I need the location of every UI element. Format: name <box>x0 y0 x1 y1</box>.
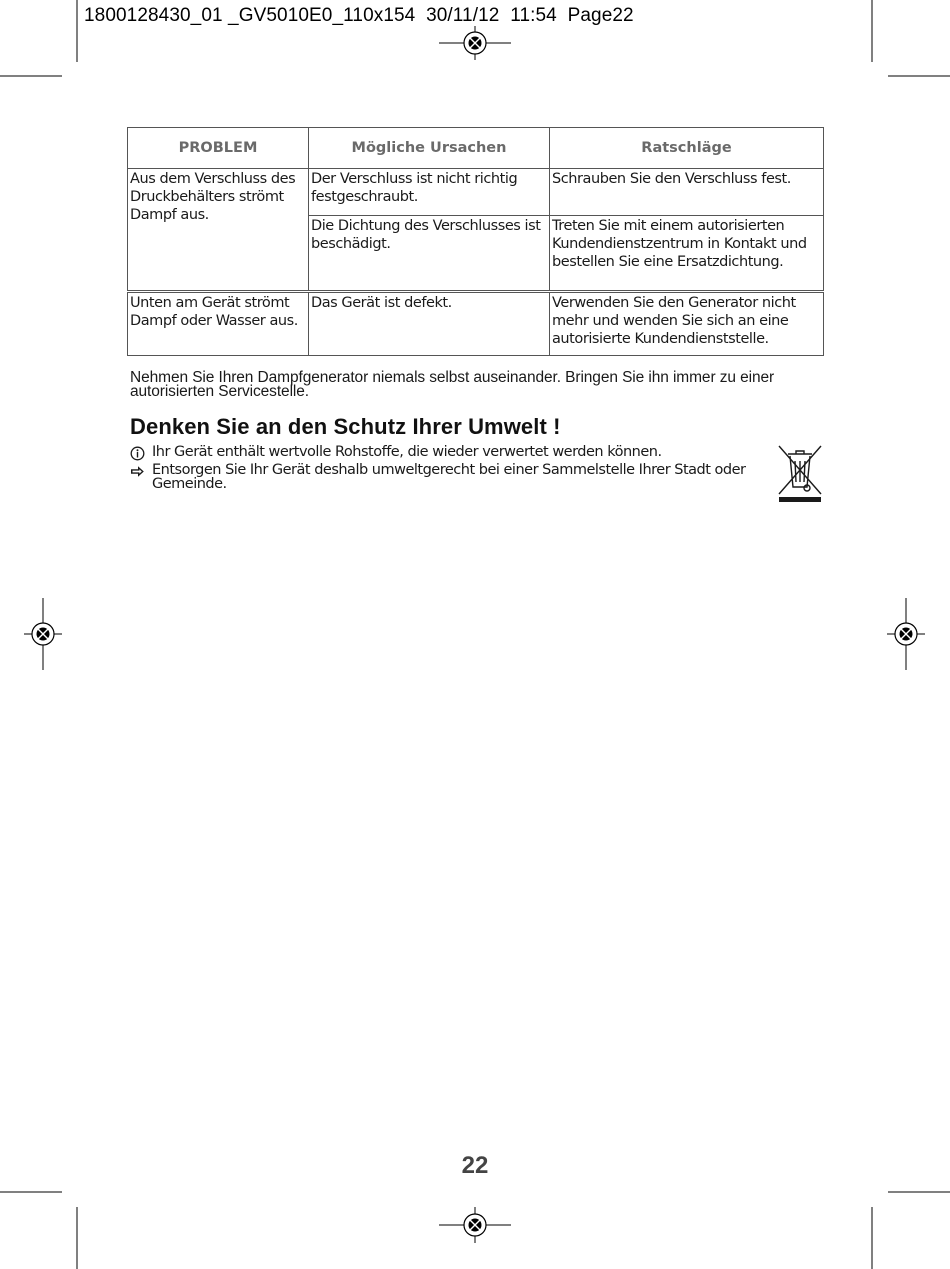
troubleshooting-table <box>127 127 824 356</box>
list-item-text: Ihr Gerät enthält wertvolle Rohstoffe, die wieder verwertet werden können. <box>152 444 662 460</box>
cause-cell: Der Verschluss ist nicht richtig festgeschraubt. <box>309 169 550 216</box>
advice-cell: Treten Sie mit einem autorisierten Kundendienstzentrum in Kontakt und bestellen Sie eine Ersatzdichtung. <box>550 216 824 292</box>
cause-cell: Die Dichtung des Verschlusses ist beschädigt. <box>309 216 550 292</box>
registration-mark-top <box>439 26 511 60</box>
header-advice: Ratschläge <box>550 128 824 169</box>
environment-heading: Denken Sie an den Schutz Ihrer Umwelt ! <box>130 414 561 439</box>
print-slug: 1800128430_01 _GV5010E0_110x154 30/11/12 11:54 Page22 <box>84 5 634 26</box>
service-note: Nehmen Sie Ihren Dampfgenerator niemals selbst auseinander. Bringen Sie ihn immer zu einer autorisierten Servicestelle. <box>130 369 775 400</box>
advice-cell: Verwenden Sie den Generator nicht mehr und wenden Sie sich an eine autorisierte Kundendienststelle. <box>550 292 824 356</box>
page-number: 22 <box>461 1152 489 1179</box>
registration-mark-left <box>24 598 62 670</box>
table-row <box>128 292 824 356</box>
advice-cell: Schrauben Sie den Verschluss fest. <box>550 169 824 216</box>
arrow-right-icon <box>130 464 145 479</box>
table-row <box>128 169 824 216</box>
crossed-out-wheelie-bin-icon <box>776 444 824 504</box>
list-item <box>130 463 750 492</box>
cause-cell: Das Gerät ist defekt. <box>309 292 550 356</box>
problem-cell: Unten am Gerät strömt Dampf oder Wasser aus. <box>128 292 309 356</box>
environment-list <box>130 445 750 495</box>
registration-mark-right <box>887 598 925 670</box>
problem-cell: Aus dem Verschluss des Druckbehälters strömt Dampf aus. <box>128 169 309 292</box>
info-circle-icon <box>130 446 145 461</box>
list-item <box>130 445 750 460</box>
list-item-text: Entsorgen Sie Ihr Gerät deshalb umweltgerecht bei einer Sammelstelle Ihrer Stadt oder Gemeinde. <box>152 461 746 492</box>
header-problem: PROBLEM <box>128 128 309 169</box>
table-header-row <box>128 128 824 169</box>
registration-mark-bottom <box>439 1207 511 1243</box>
header-causes: Mögliche Ursachen <box>309 128 550 169</box>
